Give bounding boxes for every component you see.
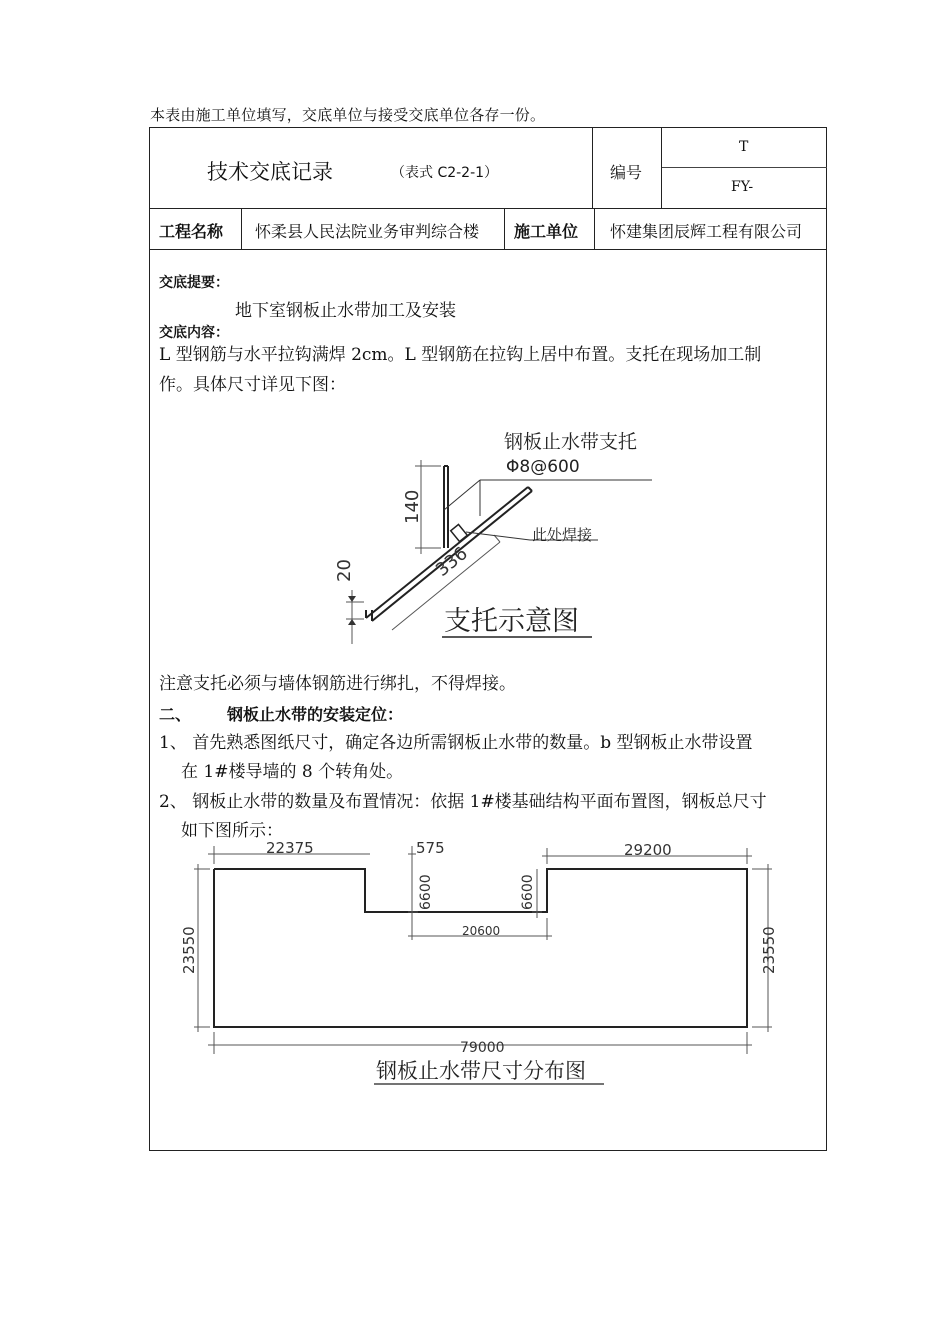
form-code: （表式 C2-2-1） bbox=[391, 165, 499, 181]
dim-20600: 20600 bbox=[462, 924, 501, 938]
number-label: 编号 bbox=[610, 163, 643, 182]
waterstop-layout-diagram bbox=[180, 838, 790, 1088]
para1-line2: 作。具体尺寸详见下图： bbox=[159, 375, 346, 395]
support-name-label: 钢板止水带支托 bbox=[504, 431, 638, 453]
support-caption: 支托示意图 bbox=[444, 606, 579, 637]
number-divider bbox=[661, 167, 827, 168]
number-top: T bbox=[739, 139, 749, 155]
contractor-label: 施工单位 bbox=[514, 222, 579, 241]
summary-text: 地下室钢板止水带加工及安装 bbox=[235, 301, 456, 321]
dim-79000: 79000 bbox=[460, 1040, 505, 1056]
row-divider-header bbox=[149, 208, 827, 209]
layout-caption: 钢板止水带尺寸分布图 bbox=[376, 1059, 586, 1083]
detail-label: 交底内容： bbox=[159, 325, 229, 341]
dim-20: 20 bbox=[334, 559, 355, 582]
dim-29200: 29200 bbox=[624, 841, 672, 859]
number-bottom: FY- bbox=[731, 179, 754, 195]
support-diagram bbox=[320, 420, 660, 650]
dim-575: 575 bbox=[416, 839, 445, 857]
section2-num: 二、 bbox=[159, 705, 192, 724]
item2-line1: 2、 钢板止水带的数量及布置情况：依据 1#楼基础结构平面布置图，钢板总尺寸 bbox=[159, 792, 767, 812]
col-divider-contractor-label bbox=[504, 208, 505, 249]
form-note: 本表由施工单位填写，交底单位与接受交底单位各存一份。 bbox=[150, 106, 546, 124]
dim-6600-right: 6600 bbox=[520, 874, 536, 910]
project-label: 工程名称 bbox=[159, 222, 224, 241]
contractor-value: 怀建集团辰辉工程有限公司 bbox=[610, 222, 803, 241]
col-divider-project-label bbox=[241, 208, 242, 249]
item2-line2: 如下图所示： bbox=[181, 821, 283, 841]
dim-23550-left: 23550 bbox=[180, 926, 198, 974]
col-divider-contractor-value bbox=[594, 208, 595, 249]
dim-336: 336 bbox=[431, 542, 472, 581]
col-divider-number-value bbox=[661, 127, 662, 208]
item1-line1: 1、 首先熟悉图纸尺寸，确定各边所需钢板止水带的数量。b 型钢板止水带设置 bbox=[159, 733, 753, 753]
dim-23550-right: 23550 bbox=[760, 926, 778, 974]
item1-line2: 在 1#楼导墙的 8 个转角处。 bbox=[181, 762, 404, 782]
dim-140: 140 bbox=[402, 489, 423, 524]
row-divider-info bbox=[149, 249, 827, 250]
support-spec-label: Φ8@600 bbox=[506, 457, 580, 477]
project-value: 怀柔县人民法院业务审判综合楼 bbox=[255, 222, 480, 241]
para1-line1: L 型钢筋与水平拉钩满焊 2cm。L 型钢筋在拉钩上居中布置。支托在现场加工制 bbox=[159, 345, 762, 365]
note-line: 注意支托必须与墙体钢筋进行绑扎，不得焊接。 bbox=[159, 674, 516, 694]
dim-6600-left: 6600 bbox=[418, 874, 434, 910]
dim-22375: 22375 bbox=[266, 839, 314, 857]
weld-label: 此处焊接 bbox=[532, 526, 593, 544]
section2-title: 钢板止水带的安装定位： bbox=[227, 705, 404, 724]
col-divider-number-label bbox=[592, 127, 593, 208]
summary-label: 交底提要： bbox=[159, 275, 229, 291]
page-title: 技术交底记录 bbox=[207, 160, 333, 184]
